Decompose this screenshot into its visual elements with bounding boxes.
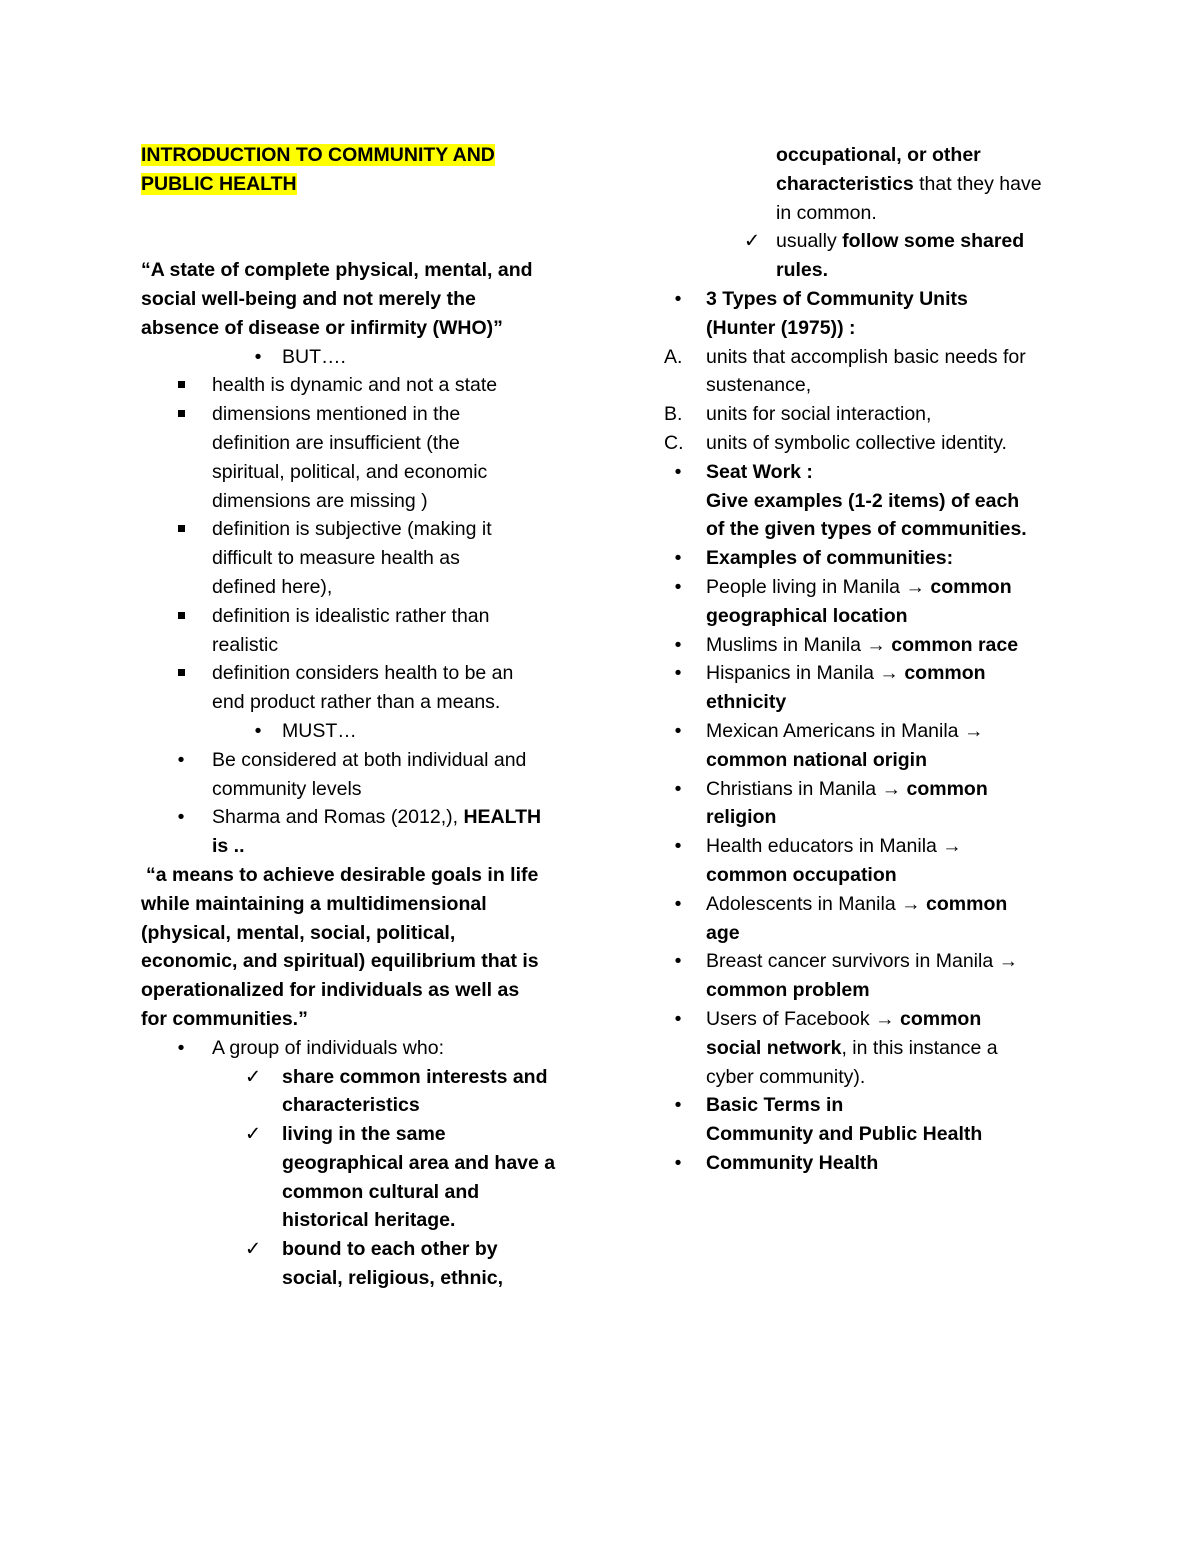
but-item-cont: end product rather than a means.	[212, 691, 501, 714]
example-item-cont: common problem	[706, 979, 870, 1002]
but-item-cont: dimensions are missing )	[212, 489, 428, 512]
example-item-cont: common occupation	[706, 863, 897, 886]
bullet-icon: •	[674, 835, 682, 858]
bullet-icon: •	[674, 892, 682, 915]
check-item-cont: rules.	[776, 259, 829, 282]
but-item: dimensions mentioned in the	[141, 400, 571, 429]
bullet-icon: •	[674, 1094, 682, 1117]
check-item-cont: geographical area and have a	[282, 1151, 556, 1174]
examples-heading: • Examples of communities:	[670, 544, 1070, 573]
but-item: health is dynamic and not a state	[141, 371, 571, 400]
example-item: • Mexican Americans in Manila →	[670, 717, 1070, 746]
example-item: • Adolescents in Manila → common	[670, 890, 1070, 919]
types-heading: • 3 Types of Community Units	[670, 285, 1070, 314]
example-item: • People living in Manila → common	[670, 573, 1070, 602]
types-item-cont: sustenance,	[706, 374, 812, 397]
list-letter: B.	[664, 403, 683, 426]
bullet-icon: •	[177, 1036, 185, 1059]
but-item-cont: spiritual, political, and economic	[212, 460, 488, 483]
bullet-icon: •	[177, 806, 185, 829]
arrow-right-icon: →	[901, 892, 921, 915]
example-item-cont: age	[706, 921, 740, 944]
square-bullet-icon	[178, 410, 185, 417]
must-label-row	[141, 717, 571, 746]
example-item: • Muslims in Manila → common race	[670, 631, 1070, 660]
list-letter: A.	[664, 345, 683, 368]
bullet-icon: •	[674, 1007, 682, 1030]
bullet-icon: •	[674, 777, 682, 800]
check-item-cont: in common.	[776, 201, 877, 224]
example-item-cont: social network, in this instance a	[706, 1036, 998, 1059]
bullet-icon: •	[674, 633, 682, 656]
check-item: ✓ share common interests and	[141, 1063, 571, 1092]
basic-terms-cont: Community and Public Health	[706, 1123, 983, 1146]
seatwork-text: Give examples (1-2 items) of each	[706, 489, 1020, 512]
who-quote-line: social well-being and not merely the	[141, 287, 476, 310]
sharma-quote-line: economic, and spiritual) equilibrium that is	[141, 950, 539, 973]
right-column	[664, 141, 1070, 1178]
square-bullet-icon	[178, 525, 185, 532]
title-line-1: INTRODUCTION TO COMMUNITY AND	[141, 144, 495, 166]
basic-terms-heading: • Basic Terms in	[670, 1091, 1070, 1120]
bullet-icon: •	[177, 748, 185, 771]
bullet-icon: •	[674, 719, 682, 742]
left-column	[141, 141, 571, 1293]
example-item-cont: common national origin	[706, 748, 928, 771]
arrow-right-icon: →	[963, 719, 984, 742]
square-bullet-icon	[178, 612, 185, 619]
arrow-right-icon: →	[875, 1007, 895, 1030]
must-item: • Be considered at both individual and	[141, 746, 571, 775]
example-item: • Breast cancer survivors in Manila →	[670, 947, 1070, 976]
example-item-cont: ethnicity	[706, 691, 787, 714]
but-item-cont: difficult to measure health as	[212, 547, 460, 570]
example-item: • Christians in Manila → common	[670, 775, 1070, 804]
who-quote-line: “A state of complete physical, mental, and	[141, 259, 533, 282]
check-item-cont: historical heritage.	[282, 1209, 456, 1232]
bullet-icon: •	[674, 662, 682, 685]
must-label: MUST…	[282, 719, 357, 742]
arrow-right-icon: →	[905, 575, 925, 598]
square-bullet-icon	[178, 669, 185, 676]
bullet-icon: •	[674, 950, 682, 973]
bullet-icon: •	[674, 547, 682, 570]
bullet-icon: •	[254, 345, 262, 368]
square-bullet-icon	[178, 381, 185, 388]
seatwork-text: of the given types of communities.	[706, 518, 1027, 541]
but-item-cont: realistic	[212, 633, 279, 656]
but-item: definition considers health to be an	[141, 659, 571, 688]
must-item: • Sharma and Romas (2012,), HEALTH	[141, 803, 571, 832]
checkmark-icon: ✓	[244, 1065, 262, 1088]
but-item: definition is subjective (making it	[141, 515, 571, 544]
checkmark-icon: ✓	[244, 1123, 262, 1146]
but-label-row	[141, 343, 571, 372]
example-item: • Health educators in Manila →	[670, 832, 1070, 861]
arrow-right-icon: →	[998, 950, 1019, 973]
sharma-quote-line: for communities.”	[141, 1007, 308, 1030]
bullet-icon: •	[674, 575, 682, 598]
group-label-row	[141, 1034, 571, 1063]
but-item: definition is idealistic rather than	[141, 602, 571, 631]
bullet-icon: •	[674, 460, 682, 483]
checkmark-icon: ✓	[244, 1238, 262, 1261]
bullet-icon: •	[674, 1151, 682, 1174]
example-item: • Hispanics in Manila → common	[670, 659, 1070, 688]
sharma-quote-line: while maintaining a multidimensional	[141, 892, 487, 915]
title-line-2: PUBLIC HEALTH	[141, 172, 297, 195]
sharma-quote-line: (physical, mental, social, political,	[141, 921, 456, 944]
checkmark-icon: ✓	[743, 230, 761, 253]
list-letter: C.	[664, 431, 684, 454]
arrow-right-icon: →	[879, 662, 899, 685]
seatwork-heading: • Seat Work :	[670, 458, 1070, 487]
types-item: A. units that accomplish basic needs for	[670, 343, 1070, 372]
group-label: A group of individuals who:	[212, 1036, 444, 1059]
must-item-cont: community levels	[212, 777, 362, 800]
example-item-cont: geographical location	[706, 604, 908, 627]
example-item-cont: religion	[706, 806, 777, 829]
example-item: • Users of Facebook → common	[670, 1005, 1070, 1034]
arrow-right-icon: →	[881, 777, 902, 800]
check-item-cont: occupational, or other	[776, 144, 981, 166]
sharma-quote-line: “a means to achieve desirable goals in life	[146, 863, 539, 886]
who-quote-line: absence of disease or infirmity (WHO)”	[141, 316, 503, 339]
but-item-cont: definition are insufficient (the	[212, 431, 460, 454]
types-heading-cont: (Hunter (1975)) :	[706, 316, 856, 339]
check-item-cont: common cultural and	[282, 1180, 480, 1203]
but-item-cont: defined here),	[212, 575, 333, 598]
bullet-icon: •	[254, 719, 262, 742]
example-item-cont: cyber community).	[706, 1065, 866, 1088]
bullet-icon: •	[674, 287, 682, 310]
check-item-cont: social, religious, ethnic,	[282, 1267, 504, 1290]
arrow-right-icon: →	[866, 633, 886, 656]
check-item-cont: characteristics	[282, 1094, 420, 1117]
check-item: ✓ bound to each other by	[141, 1235, 571, 1264]
community-health-heading: • Community Health	[670, 1149, 1070, 1178]
must-item-cont: is ..	[212, 835, 245, 858]
check-item: ✓ living in the same	[141, 1120, 571, 1149]
types-item: B. units for social interaction,	[670, 400, 1070, 429]
arrow-right-icon: →	[942, 835, 962, 858]
types-item: C. units of symbolic collective identity.	[670, 429, 1070, 458]
check-item-cont: characteristics that they have	[776, 172, 1042, 195]
but-label: BUT….	[282, 345, 346, 368]
check-item: ✓ usually follow some shared	[670, 227, 1070, 256]
sharma-quote-line: operationalized for individuals as well as	[141, 979, 520, 1002]
